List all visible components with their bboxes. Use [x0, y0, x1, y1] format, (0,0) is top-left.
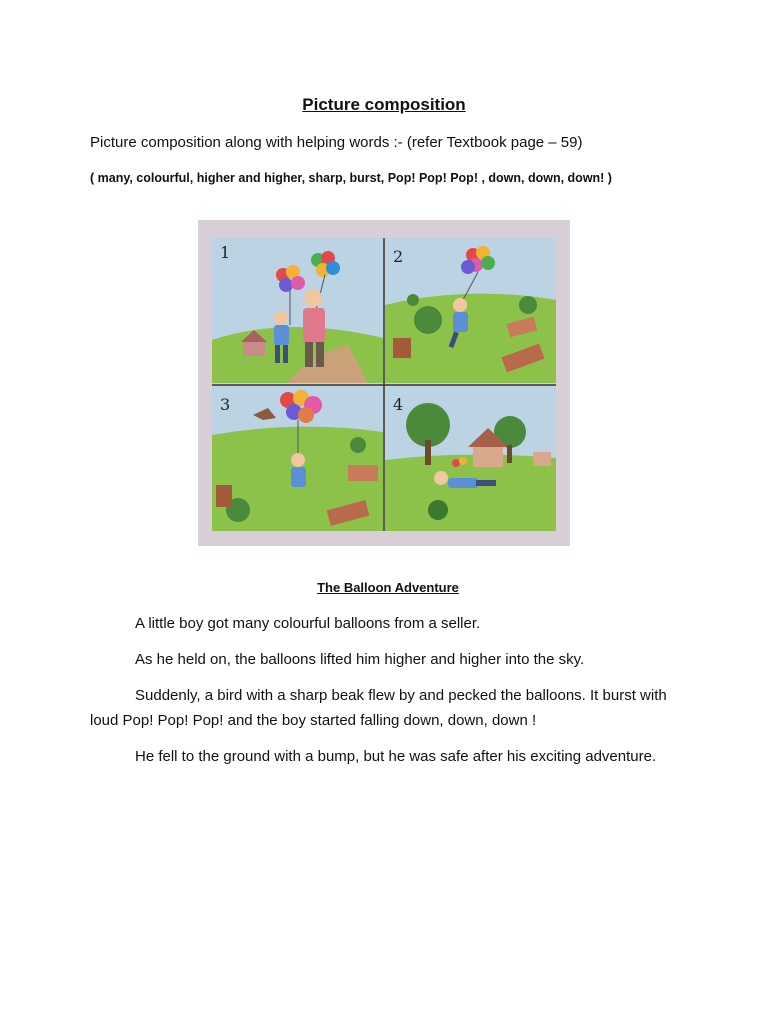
story-title: The Balloon Adventure [317, 580, 459, 595]
panel-number: 2 [393, 247, 404, 266]
story-paragraph: A little boy got many colourful balloons from a seller. [135, 615, 481, 632]
story-paragraph: As he held on, the balloons lifted him higher and higher into the sky. [135, 651, 585, 668]
picture-frame [198, 220, 570, 546]
panel-3 [212, 386, 383, 531]
intro-line: Picture composition along with helping words :- (refer Textbook page – 59) [90, 134, 583, 151]
picture-composition-illustration [198, 220, 570, 546]
panel-number: 1 [220, 243, 231, 262]
panel-4 [385, 386, 556, 531]
page-title: Picture composition [302, 95, 466, 114]
story-paragraph: Suddenly, a bird with a sharp beak flew by and pecked the balloons. It burst with loud Pop! Pop! Pop! and the boy started falling down, down, down ! [90, 687, 667, 729]
panel-1 [212, 238, 383, 383]
helping-words: ( many, colourful, higher and higher, sharp, burst, Pop! Pop! Pop! , down, down, down! ) [90, 171, 612, 185]
panel-2 [385, 238, 556, 383]
panel-number: 3 [220, 395, 231, 414]
story-paragraph: He fell to the ground with a bump, but he was safe after his exciting adventure. [135, 748, 657, 765]
panel-number: 4 [393, 395, 404, 414]
